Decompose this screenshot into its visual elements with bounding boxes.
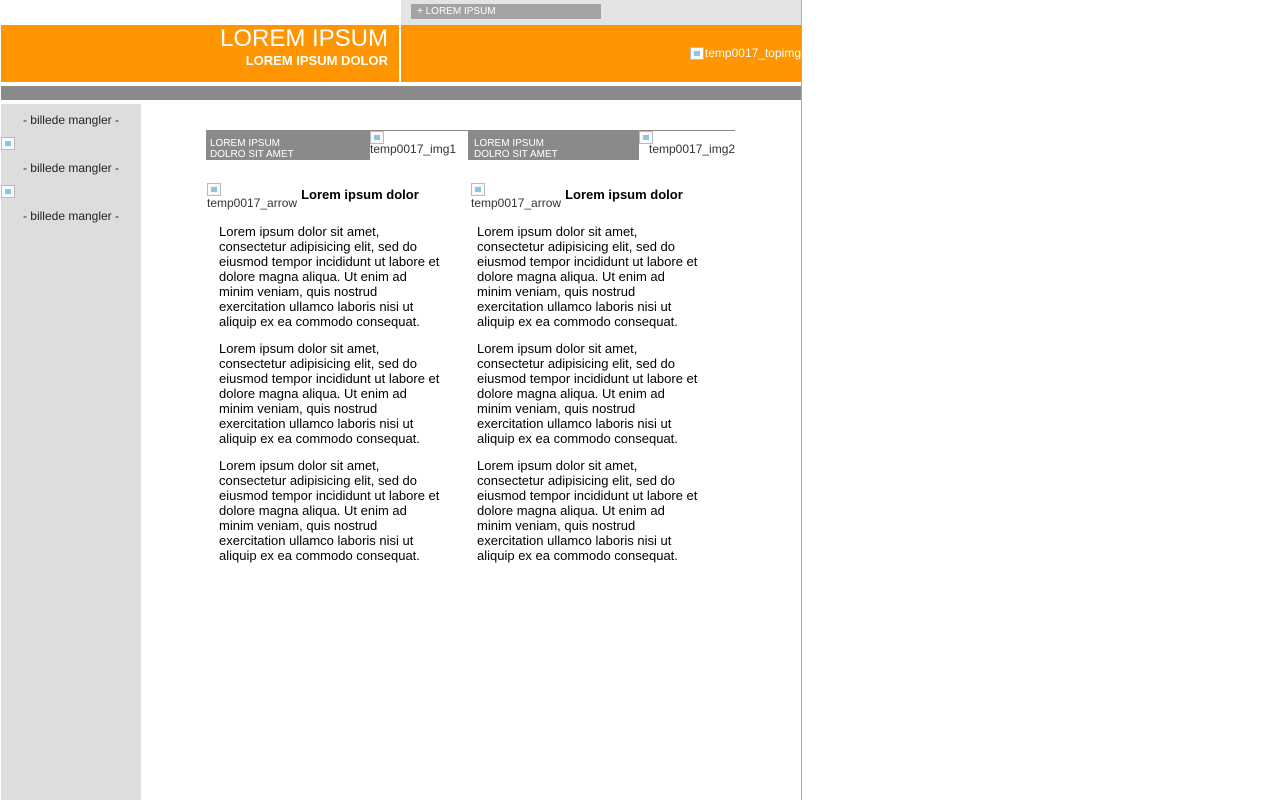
header-image-block xyxy=(401,25,801,82)
sidebar-item-1[interactable]: - billede mangler - xyxy=(22,113,120,127)
top-image-alt: temp0017_topimg xyxy=(704,46,801,60)
sidebar-item-3[interactable]: - billede mangler - xyxy=(22,209,120,223)
header xyxy=(1,25,801,82)
column-1-paragraph: Lorem ipsum dolor sit amet, consectetur adipisicing elit, sed do eiusmod tempor incididunt ut labore et dolore magna aliqua. Ut enim ad minim veniam, quis nostrud exercitation ullamco laboris nisi ut aliquip ex ea commodo consequat. xyxy=(219,224,440,329)
site-subtitle: LOREM IPSUM DOLOR xyxy=(245,53,388,68)
arrow-icon xyxy=(207,183,221,196)
promo-image-2-alt: temp0017_img2 xyxy=(649,142,736,156)
top-image xyxy=(690,46,801,60)
column-2-paragraph: Lorem ipsum dolor sit amet, consectetur adipisicing elit, sed do eiusmod tempor incididunt ut labore et dolore magna aliqua. Ut enim ad minim veniam, quis nostrud exercitation ullamco laboris nisi ut aliquip ex ea commodo consequat. xyxy=(477,458,698,563)
promo-image-2 xyxy=(639,131,735,160)
column-2-header xyxy=(471,183,683,210)
column-1-heading: Lorem ipsum dolor xyxy=(301,187,419,202)
arrow-alt-text: temp0017_arrow xyxy=(207,196,298,210)
arrow-image xyxy=(207,183,297,210)
promo-image-1 xyxy=(370,131,468,160)
top-nav-link[interactable]: + LOREM IPSUM xyxy=(411,4,601,19)
promo-left-line2: DOLRO SIT AMET xyxy=(210,149,294,160)
promo-bar xyxy=(206,130,735,160)
promo-right-text[interactable] xyxy=(474,138,558,160)
top-bar-left xyxy=(0,0,400,25)
arrow-icon xyxy=(471,183,485,196)
promo-left-line1: LOREM IPSUM xyxy=(210,138,281,149)
site-title: LOREM IPSUM xyxy=(219,25,388,52)
column-2-paragraph: Lorem ipsum dolor sit amet, consectetur adipisicing elit, sed do eiusmod tempor incididunt ut labore et dolore magna aliqua. Ut enim ad minim veniam, quis nostrud exercitation ullamco laboris nisi ut aliquip ex ea commodo consequat. xyxy=(477,341,698,446)
broken-image-icon xyxy=(1,185,15,198)
broken-image-icon xyxy=(690,47,704,60)
top-bar xyxy=(0,0,801,25)
column-2-heading: Lorem ipsum dolor xyxy=(565,187,683,202)
sidebar-item-2[interactable]: - billede mangler - xyxy=(22,161,120,175)
sidebar xyxy=(1,104,141,800)
header-title-block xyxy=(1,25,400,82)
promo-image-1-alt: temp0017_img1 xyxy=(370,142,457,156)
grey-bar xyxy=(1,86,801,100)
arrow-alt-text: temp0017_arrow xyxy=(471,196,562,210)
broken-image-icon xyxy=(1,137,15,150)
promo-left-text[interactable] xyxy=(210,138,294,160)
column-1-header xyxy=(207,183,419,210)
column-1-paragraph: Lorem ipsum dolor sit amet, consectetur adipisicing elit, sed do eiusmod tempor incididunt ut labore et dolore magna aliqua. Ut enim ad minim veniam, quis nostrud exercitation ullamco laboris nisi ut aliquip ex ea commodo consequat. xyxy=(219,458,440,563)
promo-right-line2: DOLRO SIT AMET xyxy=(474,149,558,160)
column-1-paragraph: Lorem ipsum dolor sit amet, consectetur adipisicing elit, sed do eiusmod tempor incididunt ut labore et dolore magna aliqua. Ut enim ad minim veniam, quis nostrud exercitation ullamco laboris nisi ut aliquip ex ea commodo consequat. xyxy=(219,341,440,446)
arrow-image xyxy=(471,183,561,210)
column-2-paragraph: Lorem ipsum dolor sit amet, consectetur adipisicing elit, sed do eiusmod tempor incididunt ut labore et dolore magna aliqua. Ut enim ad minim veniam, quis nostrud exercitation ullamco laboris nisi ut aliquip ex ea commodo consequat. xyxy=(477,224,698,329)
promo-right-line1: LOREM IPSUM xyxy=(474,138,545,149)
